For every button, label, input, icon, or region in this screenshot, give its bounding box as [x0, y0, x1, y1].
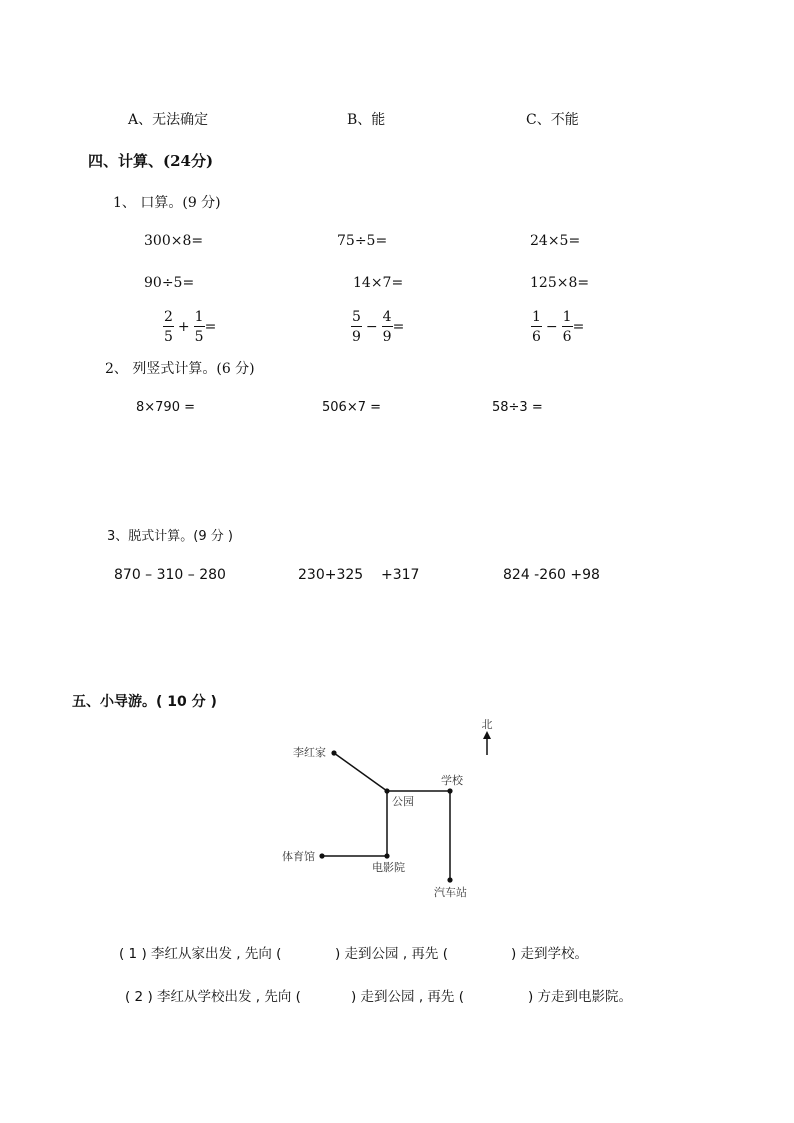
denominator: 6	[562, 326, 573, 344]
vertical-calc-title: 2、 列竖式计算。(6 分)	[105, 361, 255, 377]
denominator: 5	[194, 326, 205, 344]
north-arrowhead-icon	[483, 731, 491, 739]
home-label: 李红家	[293, 746, 326, 759]
bus-station-label: 汽车站	[434, 886, 467, 899]
park-point	[384, 788, 389, 793]
numerator: 1	[532, 309, 541, 325]
question-1-part-c: ) 走到学校。	[511, 946, 589, 962]
gym-point	[319, 853, 324, 858]
oral-calc-item: 14×7=	[353, 275, 404, 291]
denominator: 9	[351, 326, 362, 344]
option-c: C、不能	[526, 112, 579, 128]
north-label: 北	[481, 718, 493, 731]
step-calc-item: 870 – 310 – 280	[114, 567, 226, 583]
oral-calc-item: 90÷5=	[144, 275, 195, 291]
road-home-park	[334, 753, 387, 791]
numerator: 4	[382, 309, 392, 325]
denominator: 5	[163, 326, 174, 344]
oral-calc-item: 75÷5=	[337, 233, 388, 249]
numerator: 2	[164, 309, 173, 325]
section-5-title: 五、小导游。( 10 分 )	[72, 694, 217, 710]
operator: +	[177, 319, 190, 335]
equals-sign: =	[204, 319, 217, 335]
vertical-calc-item: 8×790 =	[136, 400, 196, 415]
option-b: B、能	[347, 112, 386, 128]
cinema-point	[384, 853, 389, 858]
oral-calc-item: 300×8=	[144, 233, 204, 249]
vertical-calc-item: 58÷3 =	[492, 400, 543, 415]
cinema-label: 电影院	[372, 861, 405, 874]
denominator: 9	[382, 326, 393, 344]
equals-sign: =	[392, 319, 405, 335]
step-calc-item: 824 -260 +98	[503, 567, 600, 583]
vertical-calc-item: 506×7 =	[322, 400, 382, 415]
question-2-part-c: ) 方走到电影院。	[528, 989, 633, 1005]
equals-sign: =	[572, 319, 585, 335]
oral-calc-item: 24×5=	[530, 233, 581, 249]
question-2-part-b: ) 走到公园 , 再先 (	[351, 989, 464, 1005]
denominator: 6	[531, 326, 542, 344]
school-point	[447, 788, 452, 793]
numerator: 1	[194, 309, 204, 325]
step-calc-title: 3、脱式计算。(9 分 )	[107, 529, 233, 544]
question-2-part-a: ( 2 ) 李红从学校出发 , 先向 (	[125, 989, 301, 1005]
home-point	[331, 750, 336, 755]
oral-calc-item: 125×8=	[530, 275, 590, 291]
operator: −	[545, 319, 558, 335]
option-a: A、无法确定	[128, 112, 209, 128]
bus-station-point	[447, 877, 452, 882]
operator: −	[365, 319, 378, 335]
school-label: 学校	[441, 774, 463, 787]
section-4-title: 四、计算、(24分)	[88, 152, 214, 170]
question-1-part-a: ( 1 ) 李红从家出发 , 先向 (	[119, 946, 282, 962]
question-1-part-b: ) 走到公园 , 再先 (	[335, 946, 448, 962]
numerator: 5	[352, 309, 361, 325]
step-calc-item: 230+325 +317	[298, 567, 420, 583]
gym-label: 体育馆	[282, 850, 315, 863]
oral-calc-title: 1、 口算。(9 分)	[113, 195, 221, 211]
numerator: 1	[562, 309, 572, 325]
park-label: 公园	[392, 795, 414, 808]
